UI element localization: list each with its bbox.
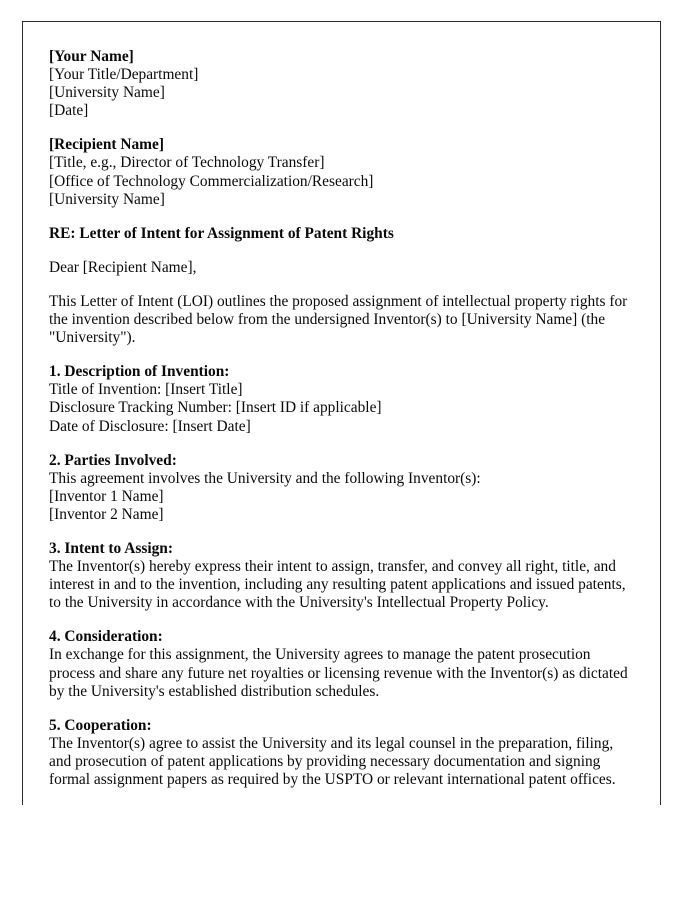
- section-2-line-3: [Inventor 2 Name]: [49, 505, 164, 523]
- section-1-line-1: Title of Invention: [Insert Title]: [49, 381, 243, 399]
- section-3: [49, 540, 633, 612]
- recipient-name: [Recipient Name]: [49, 136, 164, 154]
- recipient-address-block: [49, 136, 633, 208]
- document-page: [22, 21, 661, 805]
- salutation-block: [49, 259, 633, 277]
- sender-address-block: [49, 48, 633, 120]
- section-4-heading: 4. Consideration:: [49, 628, 163, 646]
- section-3-body: The Inventor(s) hereby express their intent to assign, transfer, and convey all right, title, and interest in and to the invention, including any resulting patent applications and issued patents, to the University in accordance with the University's Intellectual Property Policy.: [49, 558, 626, 612]
- recipient-title: [Title, e.g., Director of Technology Transfer]: [49, 154, 325, 172]
- sender-name: [Your Name]: [49, 48, 134, 65]
- salutation: Dear [Recipient Name],: [49, 258, 197, 276]
- section-1-line-3: Date of Disclosure: [Insert Date]: [49, 417, 251, 435]
- section-1-heading: 1. Description of Invention:: [49, 363, 230, 381]
- section-1-line-2: Disclosure Tracking Number: [Insert ID if applicable]: [49, 399, 382, 417]
- intro-paragraph-block: [49, 293, 633, 347]
- document-body: [49, 48, 633, 805]
- section-3-heading: 3. Intent to Assign:: [49, 539, 173, 557]
- section-2: [49, 452, 633, 524]
- subject-line: RE: Letter of Intent for Assignment of Patent Rights: [49, 224, 394, 242]
- section-4-body: In exchange for this assignment, the University agrees to manage the patent prosecution process and share any future net royalties or licensing revenue with the Inventor(s) as dictated by the University's established distribution schedules.: [49, 646, 628, 700]
- intro-paragraph: This Letter of Intent (LOI) outlines the proposed assignment of intellectual property rights for the invention described below from the undersigned Inventor(s) to [University Name] (the "University").: [49, 292, 628, 347]
- section-2-line-1: This agreement involves the University and the following Inventor(s):: [49, 469, 481, 487]
- section-2-heading: 2. Parties Involved:: [49, 451, 177, 469]
- sender-date: [Date]: [49, 102, 89, 120]
- section-5-body: The Inventor(s) agree to assist the University and its legal counsel in the preparation, filing, and prosecution of patent applications by providing necessary documentation and signing formal assignment papers as required by the USPTO or relevant international patent offices.: [49, 734, 616, 788]
- section-5-heading: 5. Cooperation:: [49, 716, 152, 734]
- section-2-line-2: [Inventor 1 Name]: [49, 487, 164, 505]
- subject-line-block: [49, 225, 633, 243]
- recipient-office: [Office of Technology Commercialization/Research]: [49, 172, 374, 190]
- recipient-organization: [University Name]: [49, 190, 165, 208]
- section-5: [49, 717, 633, 789]
- section-4: [49, 628, 633, 700]
- sender-title: [Your Title/Department]: [49, 66, 199, 84]
- section-1: [49, 363, 633, 435]
- sender-organization: [University Name]: [49, 84, 165, 102]
